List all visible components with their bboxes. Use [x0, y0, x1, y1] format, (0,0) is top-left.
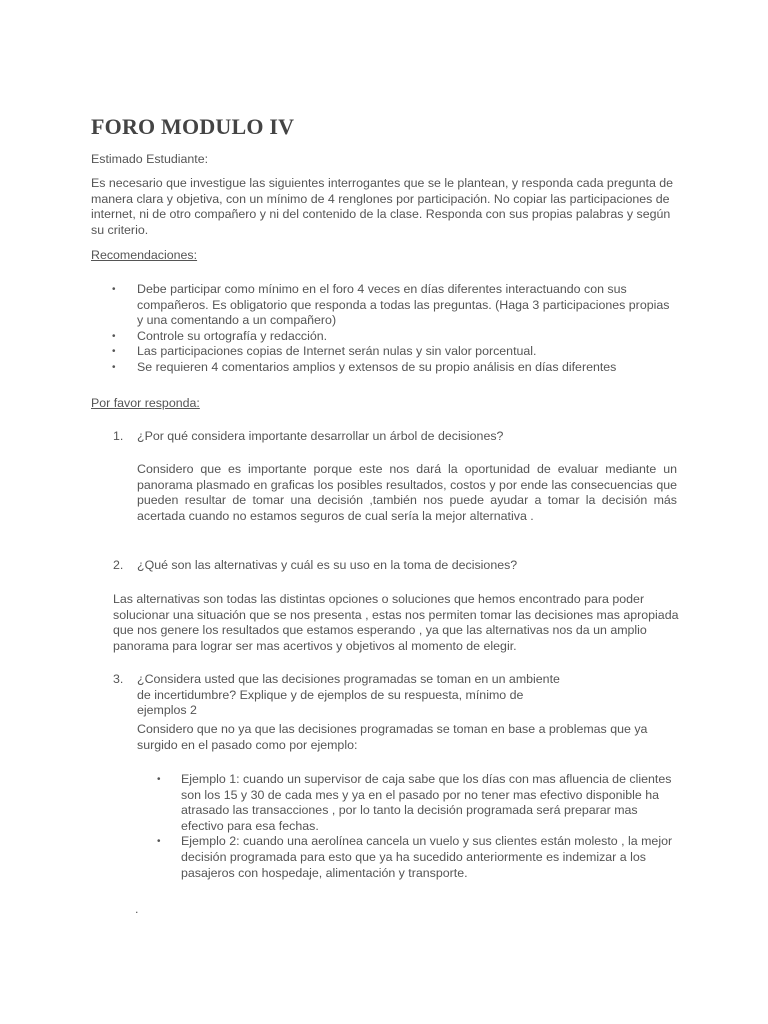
- bullet-icon: •: [157, 836, 161, 848]
- intro-paragraph: Es necesario que investigue las siguientes interrogantes que se le plantean, y responda cada pregunta de manera clara y objetiva, con un mínimo de 4 renglones por participación. No copiar las participaciones de internet, ni de otro compañero y ni del contenido de la clase. Responda con sus propias palabras y según su criterio.: [91, 176, 674, 237]
- list-item: [112, 328, 677, 345]
- list-item: [157, 772, 676, 834]
- question-text: ¿Por qué considera importante desarrollar un árbol de decisiones?: [137, 429, 504, 443]
- list-item: [157, 834, 676, 881]
- question-number: 3.: [113, 672, 124, 686]
- list-item: [112, 282, 677, 329]
- bullet-icon: •: [112, 330, 116, 342]
- greeting: Estimado Estudiante:: [91, 152, 209, 166]
- examples-list: [157, 772, 676, 881]
- bullet-icon: •: [112, 361, 116, 373]
- please-answer-heading: Por favor responda:: [91, 396, 200, 410]
- recommendation-text: Se requieren 4 comentarios amplios y extensos de su propio análisis en días diferentes: [137, 359, 617, 374]
- question-text: ¿Considera usted que las decisiones programadas se toman en un ambiente de incertidumbre? Explique y de ejemplos de su respuesta, mínimo de ejemplos 2: [137, 672, 560, 718]
- answer-paragraph: Las alternativas son todas las distintas opciones o soluciones que hemos encontrado para poder solucionar una situación que se nos presenta , estas nos permiten tomar las decisiones mas apropiada que nos genere los resultados que estamos esperando , ya que las alternativas nos da un amplio panorama para lograr ser mas acertivos y objetivos al momento de elegir.: [113, 592, 679, 653]
- question-text: ¿Qué son las alternativas y cuál es su uso en la toma de decisiones?: [137, 558, 518, 572]
- list-item: [112, 359, 677, 376]
- example-text: Ejemplo 1: cuando un supervisor de caja sabe que los días con mas afluencia de clientes son los 15 y 30 de cada mes y ya en el pasado por no tener mas efectivo disponible ha atrasado las transacciones , por lo tanto la decisión programada será preparar mas efectivo para esa fechas.: [181, 772, 672, 833]
- example-text: Ejemplo 2: cuando una aerolínea cancela un vuelo y sus clientes están molesto , la mejor decisión programada para esto que ya ha sucedido anteriormente es indemizar a los pasajeros con hospedaje, alimentación y transporte.: [181, 834, 673, 880]
- recommendations-list: [112, 282, 677, 376]
- bullet-icon: •: [112, 346, 116, 358]
- list-item: [112, 344, 677, 360]
- recommendation-text: Debe participar como mínimo en el foro 4 veces en días diferentes interactuando con sus compañeros. Es obligatorio que responda a todas las preguntas. (Haga 3 participaciones propias y una comentando a un compañero): [137, 282, 670, 328]
- bullet-icon: •: [157, 774, 161, 785]
- question-number: 2.: [113, 558, 124, 572]
- bullet-icon: •: [112, 284, 116, 295]
- document-title: FORO MODULO IV: [91, 114, 295, 139]
- answer-paragraph: Considero que es importante porque este nos dará la oportunidad de evaluar mediante un panorama plasmado en graficas los posibles resultados, costos y por ende las consecuencias que pueden resultar de tomar una decisión ,también nos puede ayudar a tomar la decisión más acertada cuando no estamos seguros de cual sería la mejor alternativa .: [137, 462, 677, 523]
- answer-paragraph: Considero que no ya que las decisiones programadas se toman en base a problemas que ya surgido en el pasado como por ejemplo:: [137, 722, 648, 752]
- recommendation-text: Controle su ortografía y redacción.: [137, 328, 328, 343]
- question-number: 1.: [113, 429, 124, 443]
- trailing-mark: .: [135, 902, 139, 916]
- recommendations-heading: Recomendaciones:: [91, 248, 198, 262]
- recommendation-text: Las participaciones copias de Internet serán nulas y sin valor porcentual.: [137, 344, 537, 359]
